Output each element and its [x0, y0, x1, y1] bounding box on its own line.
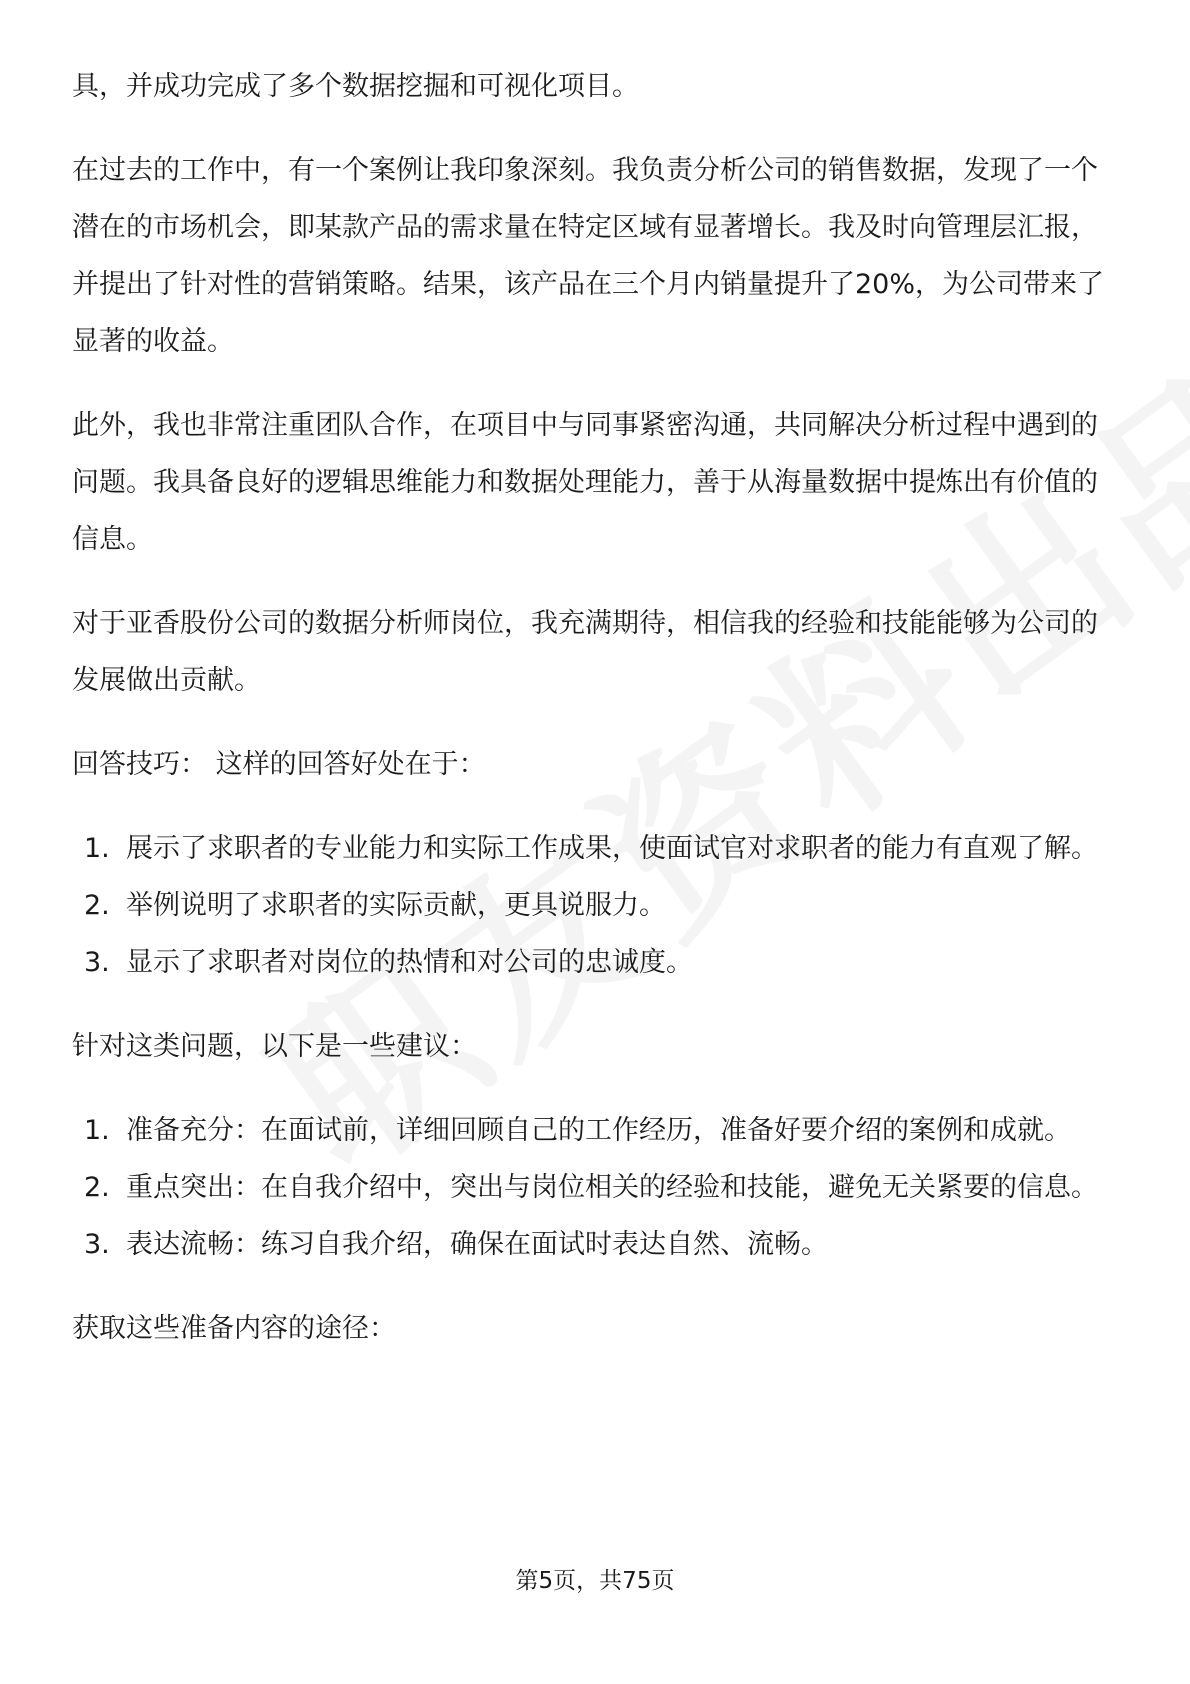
list-text: 准备充分：在面试前，详细回顾自己的工作经历，准备好要介绍的案例和成就。: [126, 1115, 1071, 1146]
page-number-footer: 第5页，共75页: [515, 1568, 675, 1594]
list-item: [72, 1216, 1120, 1273]
paragraph-expectation: 对于亚香股份公司的数据分析师岗位，我充满期待，相信我的经验和技能能够为公司的发展做出贡献。: [72, 608, 1098, 696]
list-number: 3.: [84, 1229, 110, 1260]
tips-heading: 回答技巧： 这样的回答好处在于：: [72, 749, 486, 780]
paragraph-case-study: 在过去的工作中，有一个案例让我印象深刻。我负责分析公司的销售数据，发现了一个潜在的市场机会，即某款产品的需求量在特定区域有显著增长。我及时向管理层汇报，并提出了针对性的营销策略。结果，该产品在三个月内销量提升了20%，为公司带来了显著的收益。: [72, 155, 1105, 357]
list-item: [72, 1102, 1120, 1159]
advice-heading: 针对这类问题，以下是一些建议：: [72, 1031, 477, 1062]
list-number: 1.: [84, 833, 110, 864]
list-number: 2.: [84, 1172, 110, 1203]
list-text: 举例说明了求职者的实际贡献，更具说服力。: [126, 890, 666, 921]
paragraph-teamwork: 此外，我也非常注重团队合作，在项目中与同事紧密沟通，共同解决分析过程中遇到的问题。我具备良好的逻辑思维能力和数据处理能力，善于从海量数据中提炼出有价值的信息。: [72, 410, 1098, 555]
list-item: [72, 877, 1120, 934]
list-text: 重点突出：在自我介绍中，突出与岗位相关的经验和技能，避免无关紧要的信息。: [126, 1172, 1098, 1203]
list-item: [72, 934, 1120, 991]
list-text: 表达流畅：练习自我介绍，确保在面试时表达自然、流畅。: [126, 1229, 828, 1260]
list-number: 1.: [84, 1115, 110, 1146]
list-item: [72, 1159, 1120, 1216]
sources-heading: 获取这些准备内容的途径：: [72, 1313, 396, 1344]
list-number: 3.: [84, 947, 110, 978]
advice-list: [72, 1102, 1120, 1273]
list-text: 显示了求职者对岗位的热情和对公司的忠诚度。: [126, 947, 693, 978]
list-item: [72, 820, 1120, 877]
list-text: 展示了求职者的专业能力和实际工作成果，使面试官对求职者的能力有直观了解。: [126, 833, 1098, 864]
list-number: 2.: [84, 890, 110, 921]
document-body: [72, 58, 1120, 1357]
paragraph-continuation: 具，并成功完成了多个数据挖掘和可视化项目。: [72, 71, 639, 102]
benefits-list: [72, 820, 1120, 991]
